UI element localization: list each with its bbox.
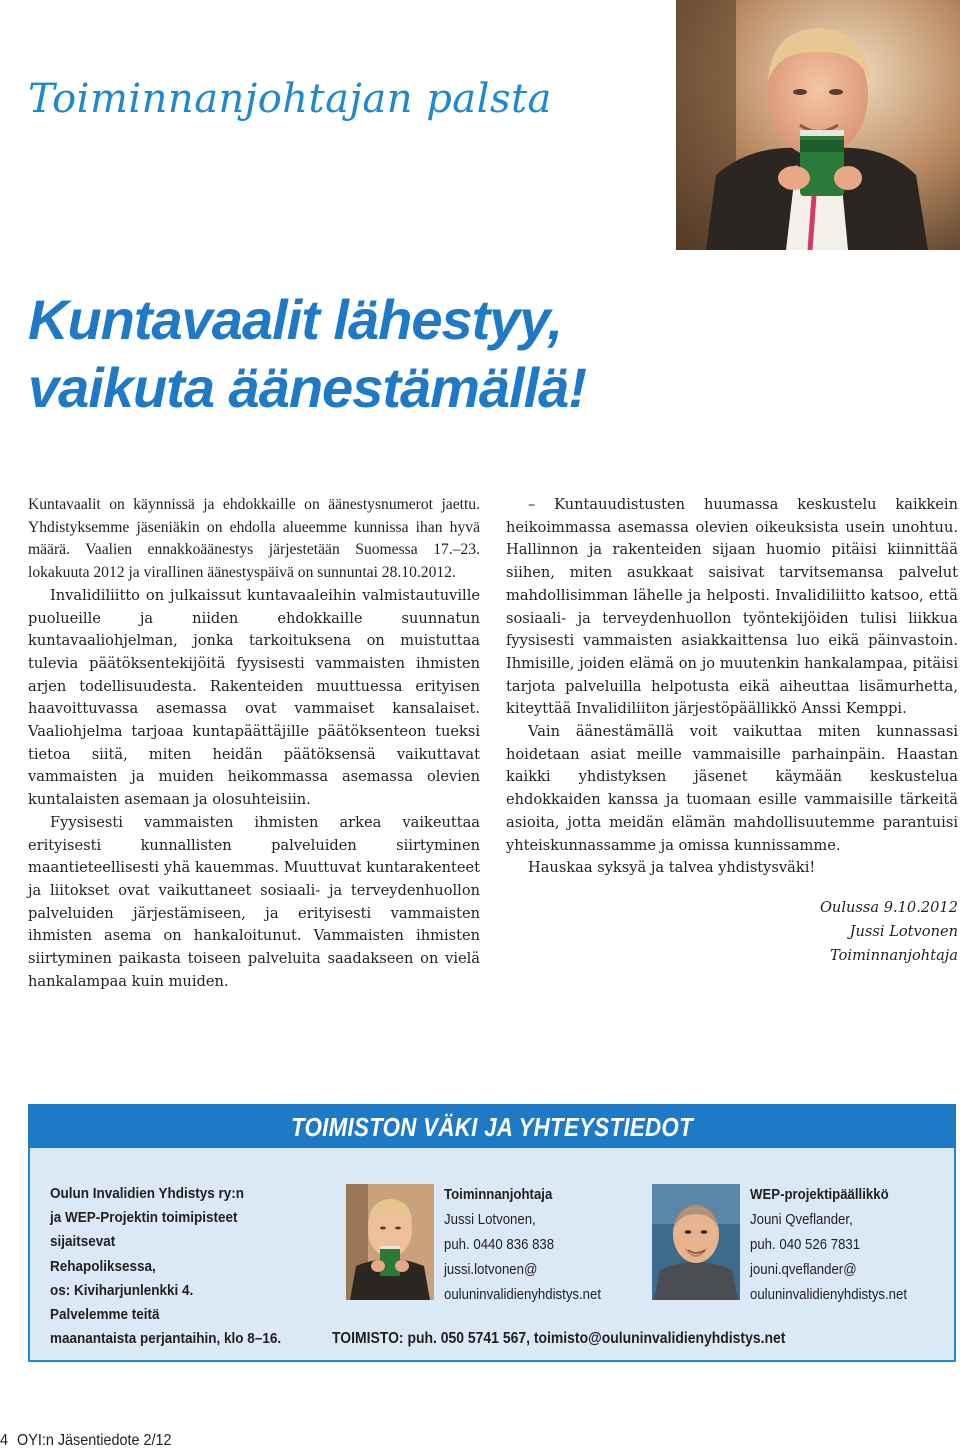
person1-phone: puh. 0440 836 838	[444, 1236, 555, 1253]
headline-line-1: Kuntavaalit lähestyy,	[28, 288, 563, 351]
office-contact-line: TOIMISTO: puh. 050 5741 567, toimisto@ouluninvalidienyhdistys.net	[332, 1330, 786, 1347]
address-line: os: Kiviharjunlenkki 4.	[50, 1281, 194, 1299]
signoff	[506, 896, 958, 968]
contact-box-title: TOIMISTON VÄKI JA YHTEYSTIEDOT	[290, 1112, 693, 1142]
address-line: maanantaista perjantaihin, klo 8–16.	[50, 1330, 282, 1348]
signoff-name: Jussi Lotvonen	[849, 922, 958, 940]
headline	[28, 286, 648, 422]
signoff-title: Toiminnanjohtaja	[830, 946, 958, 964]
paragraph: Fyysisesti vammaisten ihmisten arkea vaikeuttaa erityisesti kunnallisten palveluiden siirtyminen maantieteellisesti yhä kauemmas. Muuttuvat kuntarakenteet ja liitokset ovat vaikuttaneet sosiaali- ja terveydenhuollon palveluiden järjestämiseen, ja erityisesti vammaisten ihmisten asema on hankaloitunut. Vammaisten ihmisten siirtyminen paikasta toiseen palveluita saadakseen on vielä hankalampaa kuin muiden.	[28, 813, 480, 990]
person1-email-domain[interactable]: ouluninvalidienyhdistys.net	[444, 1286, 602, 1303]
person2-contact	[750, 1182, 907, 1307]
publication-name: OYI:n Jäsentiedote 2/12	[17, 1432, 172, 1449]
person1-photo	[346, 1184, 434, 1300]
page-number: 4	[0, 1432, 9, 1449]
person2-email-domain[interactable]: ouluninvalidienyhdistys.net	[750, 1286, 908, 1303]
paragraph: Hauskaa syksyä ja talvea yhdistysväki!	[528, 859, 816, 877]
address-line: Rehapoliksessa,	[50, 1257, 156, 1275]
paragraph: Vain äänestämällä voit vaikuttaa miten kunnassasi hoidetaan asiat meille vammaisille parhainpäin. Haastan kaikki yhdistyksen jäsenet käymään keskustelua ehdokkaiden kanssa ja tuomaan esille vammaisille tärkeitä asioita, jotta meidän elämän mahdollisuutemme parantuisi yhteiskunnassamme ja omissa kunnissamme.	[506, 723, 958, 854]
headline-line-2: vaikuta äänestämällä!	[28, 356, 586, 419]
contact-box-header	[28, 1104, 956, 1148]
person2-photo	[652, 1184, 740, 1300]
address-line: ja WEP-Projektin toimipisteet	[50, 1209, 238, 1227]
person2-phone: puh. 040 526 7831	[750, 1236, 861, 1253]
person2-email[interactable]: jouni.qveflander@	[750, 1261, 857, 1278]
section-title: Toiminnanjohtajan palsta	[28, 76, 552, 122]
person2-name: Jouni Qveflander,	[750, 1211, 853, 1228]
paragraph: Kuntavaalit on käynnissä ja ehdokkaille on äänestysnumerot jaettu. Yhdistyksemme jäseniäkin on ehdolla alueemme kunnissa ihan hyvä määrä. Vaalien ennakkoäänestys järjestetään Suomessa 17.–23. lokakuuta 2012 ja virallinen äänestyspäivä on sunnuntai 28.10.2012.	[28, 496, 480, 582]
office-address	[50, 1182, 302, 1351]
address-line: Palvelemme teitä	[50, 1306, 160, 1324]
address-line: sijaitsevat	[50, 1233, 116, 1251]
article-left-column	[28, 494, 480, 993]
address-line: Oulun Invalidien Yhdistys ry:n	[50, 1185, 245, 1202]
article-right-column	[506, 494, 958, 968]
author-photo	[676, 0, 960, 250]
person1-role: Toiminnanjohtaja	[444, 1186, 553, 1203]
person1-email[interactable]: jussi.lotvonen@	[444, 1261, 538, 1278]
person1-contact	[444, 1182, 601, 1307]
paragraph: Invalidiliitto on julkaissut kuntavaaleihin valmistautuville puolueille ja niiden ehdokkaille suunnatun kuntavaaliohjelman, jonka tarkoituksena on muistuttaa tulevia päätöksentekijöitä fyysisesti vammaisten ihmisten arjen todellisuudesta. Rakenteiden muuttuessa erityisen haavoittuvassa asemassa ovat vammaiset kansalaiset. Vaaliohjelma tarjoaa kuntapäättäjille päätöksenteon tueksi tietoa siitä, miten heidän päätöksensä vaikuttavat vammaisten ja muiden heikommassa asemassa olevien kuntalaisten asemaan ja olosuhteisiin.	[28, 586, 480, 809]
paragraph: – Kuntauudistusten huumassa keskustelu kaikkein heikoimmassa asemassa olevien oikeuksista usein unohtuu. Hallinnon ja rakenteiden sijaan huomio pitäisi kiinnittää siihen, miten asukkaat saisivat tarvitsemansa palvelut mahdollisimman lähelle ja helposti. Invalidiliitto katsoo, että sosiaali- ja terveydenhuollon työntekijöiden tulisi liikkua fyysisesti vammaisten asiakkaittensa luo eikä päinvastoin. Ihmisille, joiden elämä on jo muutenkin hankalampaa, pitäisi tarjota palveluilla helpotusta eikä aiheuttaa lisämurhetta, kiteyttää Invalidiliiton järjestöpäällikkö Anssi Kemppi.	[506, 496, 958, 718]
page-footer	[0, 1432, 172, 1450]
person2-role: WEP-projektipäällikkö	[750, 1186, 889, 1203]
signoff-place-date: Oulussa 9.10.2012	[819, 898, 958, 916]
person1-name: Jussi Lotvonen,	[444, 1211, 536, 1228]
